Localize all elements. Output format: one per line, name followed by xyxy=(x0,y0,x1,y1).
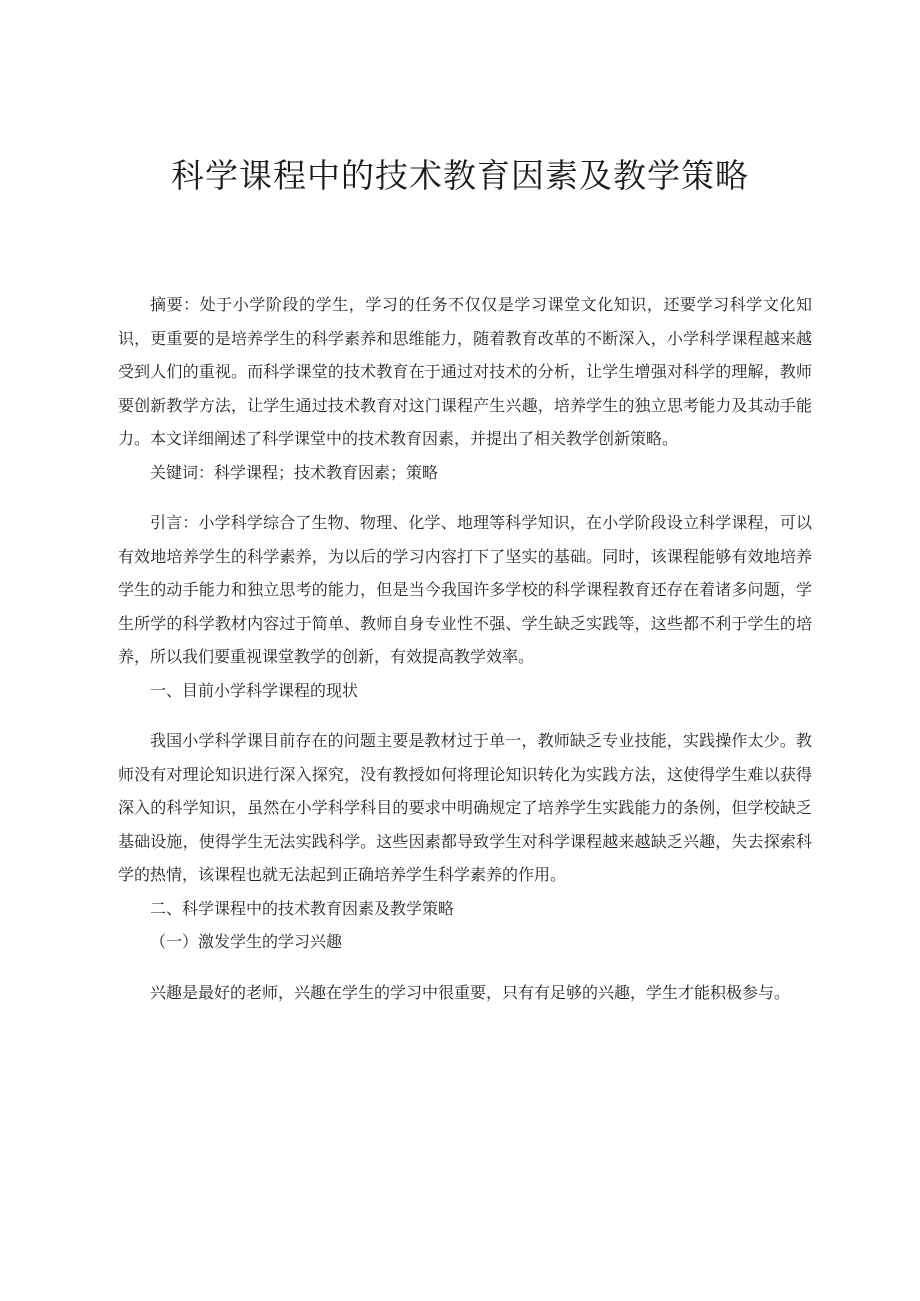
document-body xyxy=(118,288,812,1009)
abstract-paragraph: 摘要：处于小学阶段的学生，学习的任务不仅仅是学习课堂文化知识，还要学习科学文化知识，更重要的是培养学生的科学素养和思维能力，随着教育改革的不断深入，小学科学课程越来越受到人们的重视。而科学课堂的技术教育在于通过对技术的分析，让学生增强对科学的理解，教师要创新教学方法，让学生通过技术教育对这门课程产生兴趣，培养学生的独立思考能力及其动手能力。本文详细阐述了科学课堂中的技术教育因素，并提出了相关教学创新策略。 xyxy=(118,295,812,448)
document-title: 科学课程中的技术教育因素及教学策略 xyxy=(171,156,749,195)
subsection-1-paragraph: 兴趣是最好的老师，兴趣在学生的学习中很重要，只有有足够的兴趣，学生才能积极参与。 xyxy=(150,982,791,1002)
keywords-line: 关键词：科学课程；技术教育因素；策略 xyxy=(150,462,439,482)
section-1-heading: 一、目前小学科学课程的现状 xyxy=(150,680,359,700)
subsection-1-heading: （一）激发学生的学习兴趣 xyxy=(150,932,343,951)
section-1-paragraph: 我国小学科学课目前存在的问题主要是教材过于单一，教师缺乏专业技能，实践操作太少。教师没有对理论知识进行深入探究，没有教授如何将理论知识转化为实践方法，这使得学生难以获得深入的科学知识，虽然在小学科学科目的要求中明确规定了培养学生实践能力的条例，但学校缺乏基础设施，使得学生无法实践科学。这些因素都导致学生对科学课程越来越缺乏兴趣，失去探索科学的热情，该课程也就无法起到正确培养学生科学素养的作用。 xyxy=(118,731,812,884)
section-2-heading: 二、科学课程中的技术教育因素及教学策略 xyxy=(150,898,455,918)
intro-paragraph: 引言：小学科学综合了生物、物理、化学、地理等科学知识，在小学阶段设立科学课程，可以有效地培养学生的科学素养，为以后的学习内容打下了坚实的基础。同时，该课程能够有效地培养学生的动手能力和独立思考的能力，但是当今我国许多学校的科学课程教育还存在着诸多问题，学生所学的科学教材内容过于简单、教师自身专业性不强、学生缺乏实践等，这些都不利于学生的培养，所以我们要重视课堂教学的创新，有效提高教学效率。 xyxy=(118,513,812,666)
